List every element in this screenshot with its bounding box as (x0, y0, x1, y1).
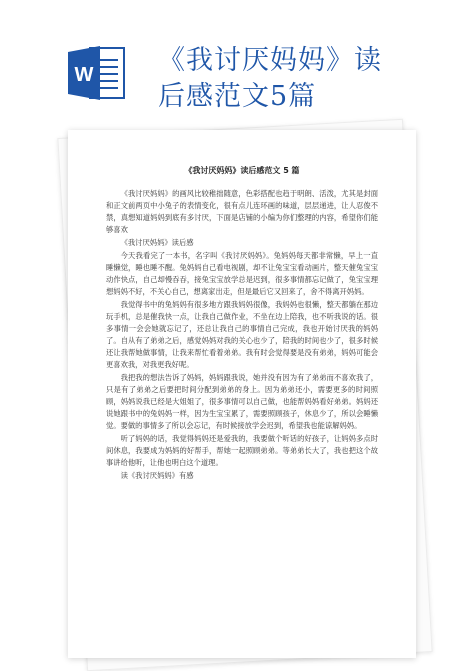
paragraph: 听了妈妈的话，我觉得妈妈还是爱我的，我要做个听话的好孩子，让妈妈多点时间休息，我要成为妈妈的好帮手，帮她一起照顾弟弟。等弟弟长大了，我也把这个故事讲给他听，让他也明白这个道理。 (106, 434, 378, 467)
document-title: 《我讨厌妈妈》读后感范文 5 篇 (184, 166, 300, 175)
paragraph: 《我讨厌妈妈》读后感 (120, 238, 194, 247)
word-document-icon (68, 42, 128, 104)
document-page (68, 130, 416, 658)
paragraph: 今天我看完了一本书，名字叫《我讨厌妈妈》。兔妈妈每天都非常懒，早上一直睡懒觉，睡也睡不醒。兔妈妈自己看电视剧，却不让兔宝宝看动画片，整天催兔宝宝动作快点，自己却慢吞吞，接兔宝宝放学总是迟到，很多事情都忘记做了，兔宝宝理想妈妈不好，不关心自己，想离家出走，但是最后它又回来了，舍不得离开妈妈。 (106, 251, 378, 296)
word-letter: W (74, 64, 94, 86)
paragraph: 我觉得书中的兔妈妈有很多地方跟我妈妈很像，我妈妈也很懒，整天都躺在那边玩手机，总是催我快一点，让我自己做作业，不坐在边上陪我，也不听我说的话。很多事情一会会她就忘记了，还总让我自己的事情自己完成，我也开始讨厌我的妈妈了。自从有了弟弟之后，感觉妈妈对我的关心也少了，陪我的时间也少了，很多时候还让我帮她做事情，让我来帮忙看着弟弟。我有时会觉得要是没有弟弟，妈妈可能会更喜欢我，对我更我好呢。 (106, 300, 378, 369)
paragraph: 我把我的想法告诉了妈妈，妈妈跟我说，她并没有因为有了弟弟而不喜欢我了，只是有了弟弟之后要把时间分配到弟弟的身上。因为弟弟还小，需要更多的时间照顾，妈妈说我已经是大姐姐了，很多事情可以自己做，也能帮妈妈看好弟弟。妈妈还说她跟书中的兔妈妈一样，因为生宝宝累了，需要照顾孩子，休息少了，所以会睡懒觉。要做的事情多了所以会忘记，有时候接放学会迟到，希望我也能谅解妈妈。 (106, 373, 378, 430)
paragraph: 《我讨厌妈妈》的画风比较稚拙随意，色彩搭配也趋于明朗、活泼，尤其是封面和正文前两页中小兔子的表情变化，很有点儿连环画的味道，层层递进，让人忍俊不禁，真想知道妈妈到底有多讨厌，下面是店铺的小编为你们整理的内容，希望你们能够喜欢 (106, 189, 378, 234)
header-banner (0, 0, 474, 120)
paragraph: 读《我讨厌妈妈》有感 (120, 471, 194, 480)
document-body (106, 188, 378, 482)
banner-title-line-2: 后感范文5篇 (158, 81, 317, 112)
banner-title-line-1: 《我讨厌妈妈》读 (158, 45, 382, 76)
